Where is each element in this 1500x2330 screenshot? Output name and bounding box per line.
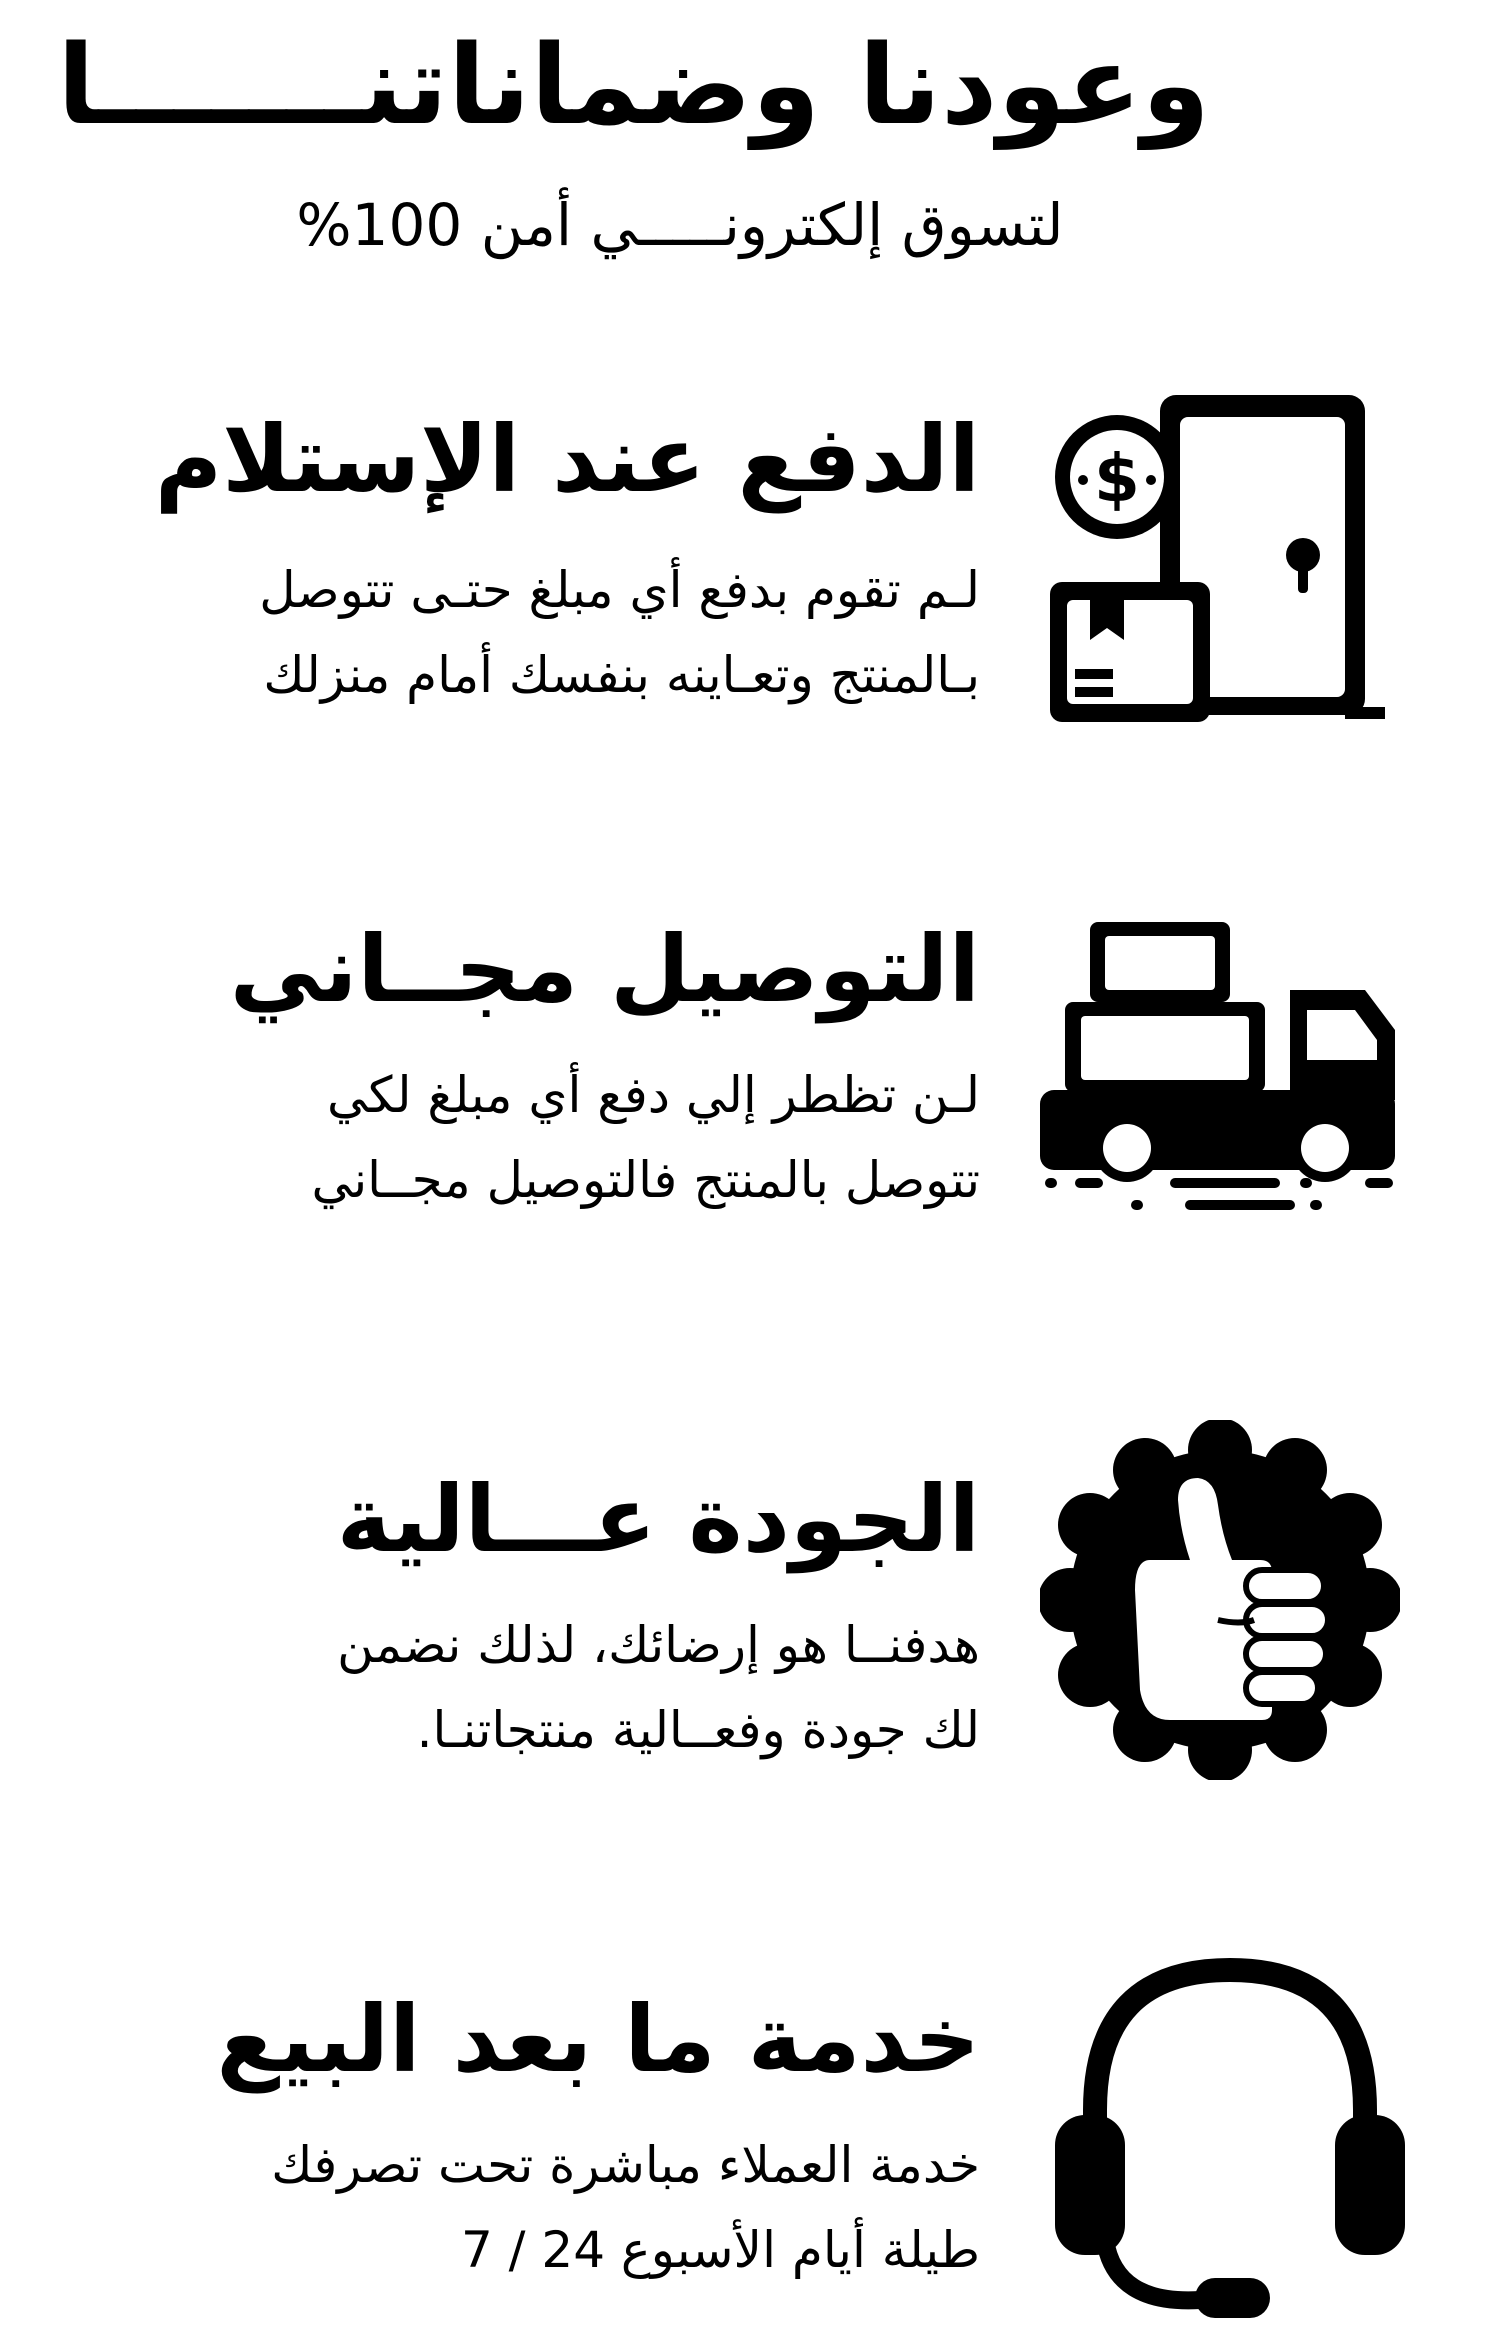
feature-description-line: خدمة العملاء مباشرة تحت تصرفك: [271, 2136, 980, 2194]
page-title: وعودنا وضماناتنـــــــا: [57, 21, 1210, 149]
feature-description-line: بـالمنتج وتعـاينه بنفسك أمام منزلك: [263, 646, 980, 704]
feature-description-line: طيلة أيام الأسبوع 24 / 7: [460, 2221, 980, 2279]
feature-description-line: لـن تظطر إلي دفع أي مبلغ لكي: [326, 1066, 980, 1124]
cash-on-delivery-icon: [1045, 385, 1390, 735]
feature-title: خدمة ما بعد البيع: [216, 1986, 980, 2093]
feature-description-line: لـم تقوم بدفع أي مبلغ حتـى تتوصل: [259, 561, 980, 619]
svg-text:$: $: [1094, 440, 1140, 517]
delivery-truck-icon: [1035, 910, 1405, 1220]
feature-title: التوصيل مجــاني: [229, 916, 980, 1023]
feature-description-line: لك جودة وفعــالية منتجاتنـا.: [416, 1701, 980, 1759]
thumbs-up-badge-icon: [1040, 1420, 1400, 1780]
headset-icon: [1045, 1940, 1415, 2325]
feature-description-line: هدفنــا هو إرضائك، لذلك نضمن: [337, 1616, 980, 1674]
feature-title: الدفع عند الإستلام: [154, 406, 980, 513]
feature-title: الجودة عـــالية: [336, 1466, 980, 1573]
feature-description-line: تتوصل بالمنتج فالتوصيل مجــاني: [311, 1151, 980, 1209]
page-subtitle: لتسوق إلكترونـــــي أمن 100%: [296, 191, 1064, 259]
